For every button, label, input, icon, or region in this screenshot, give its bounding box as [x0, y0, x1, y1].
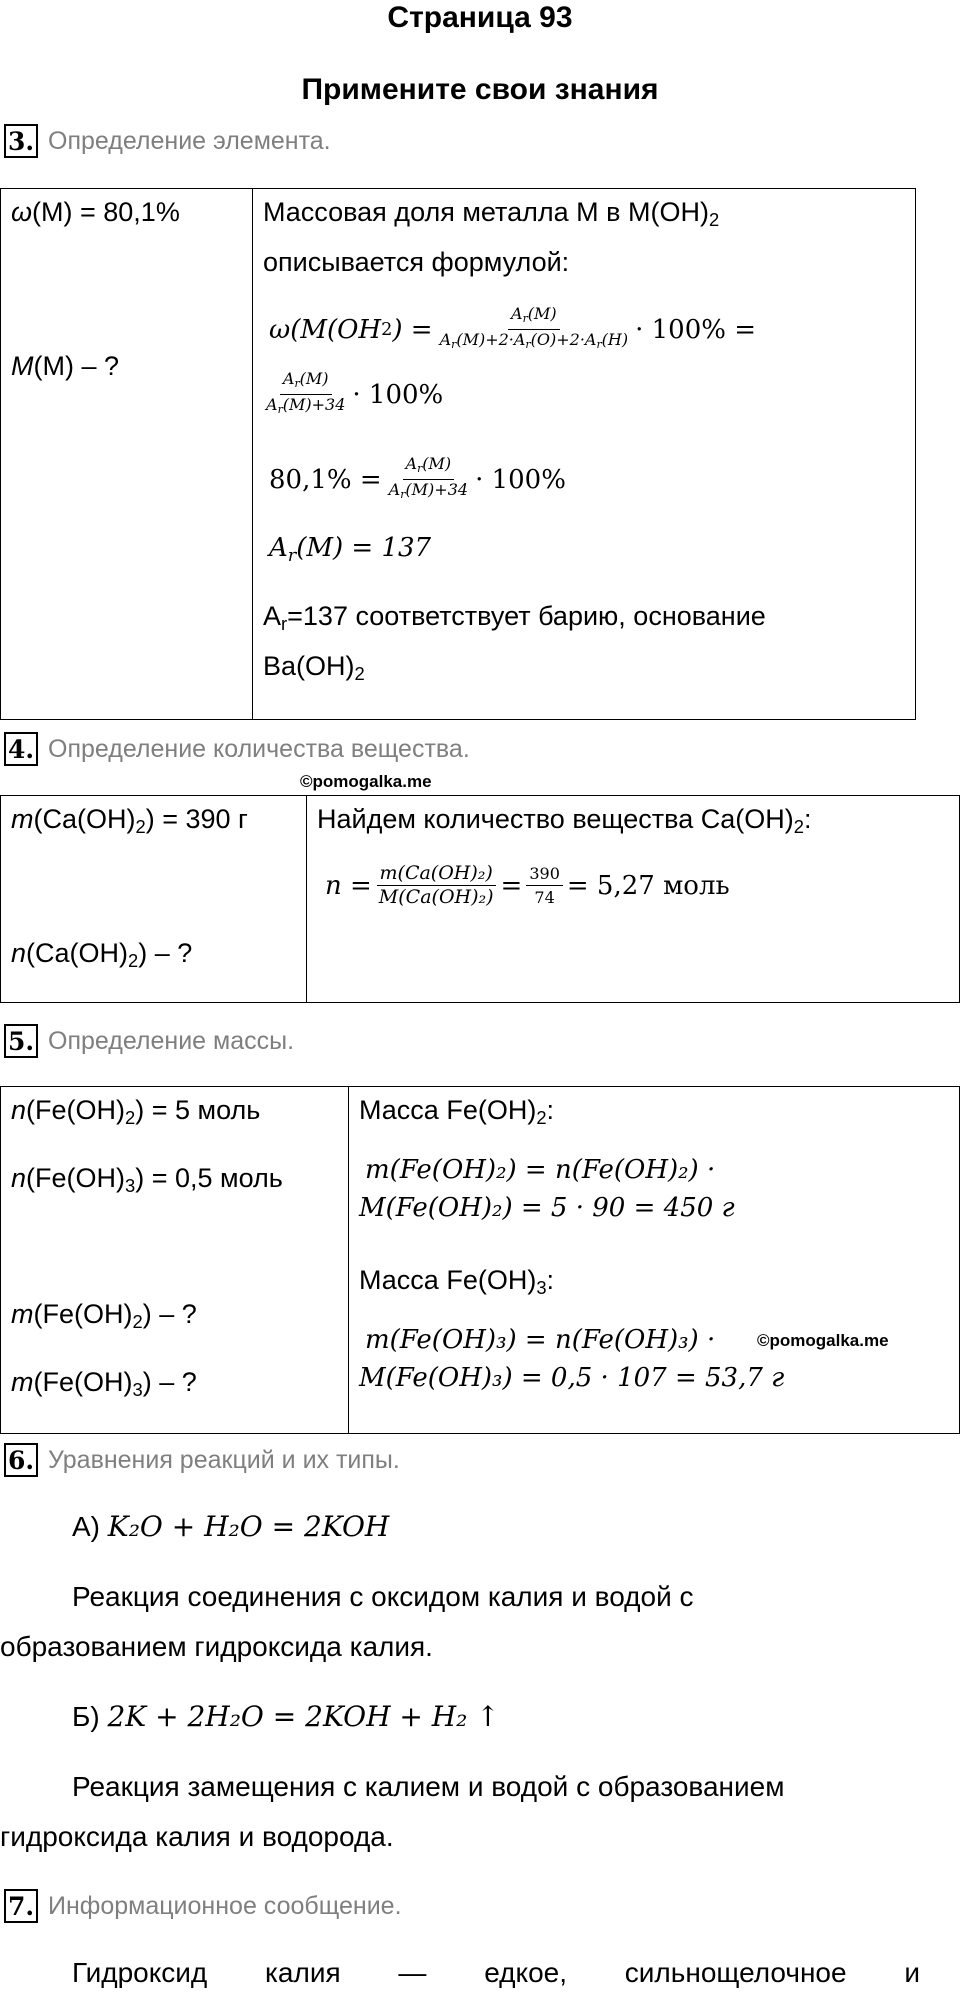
task-4-solution [307, 796, 959, 1002]
section-3-title: Определение элемента. [48, 126, 331, 155]
s3-conclusion-line1: $A_r=137$ соответствует барию, основание [263, 601, 766, 635]
s5-eq2-line1: m(Fe(OH)₃) = n(Fe(OH)₃) · [365, 1325, 716, 1355]
task-5-solution [349, 1087, 959, 1433]
task-4-table [0, 795, 960, 1003]
s5-eq1-line1: m(Fe(OH)₂) = n(Fe(OH)₂) · [365, 1155, 716, 1185]
s4-intro: Найдем количество вещества $Ca(OH)_2$: [317, 804, 812, 838]
s3-formula-4: $A_r(M) = 137$ [269, 533, 432, 566]
s4-formula: n = $\frac{\text{m(Ca(OH)₂)}}{\text{M(Ca(OH)₂)}}$ = $\frac{390}{74}$ = 5,27 моль [325, 862, 730, 908]
section-4-header [4, 730, 470, 768]
find-amount-caoh2: $n(Ca(OH)_2)$ – ? [11, 938, 193, 972]
s3-formula-1: ω(M(OH 2 ) = $\frac{A_r(M)}{A_r(M)+2\cdot A_r(O)+2\cdot A_r(H)}$ · 100% = [269, 304, 757, 352]
watermark-1: ©pomogalka.me [300, 772, 432, 791]
s5-mass1-heading: Масса $Fe(OH)_2$: [359, 1095, 555, 1129]
s5-eq2-line2: M(Fe(OH)₃) = 0,5 · 107 = 53,7 г [359, 1363, 785, 1393]
section-5-number: 5. [4, 1024, 38, 1058]
s6-a-desc-line2: образованием гидроксида калия. [0, 1631, 433, 1662]
s6-b-desc-line1: Реакция замещения с калием и водой с образованием [72, 1771, 785, 1802]
find-molar-mass: M(M) – ? [11, 351, 120, 381]
find-mass-feoh2: $m(Fe(OH)_2)$ – ? [11, 1299, 197, 1333]
given-omega: ω(M) = 80,1% [11, 197, 180, 227]
section-5-header [4, 1022, 294, 1060]
section-3-header [4, 122, 331, 160]
section-6-number: 6. [4, 1443, 38, 1477]
section-4-title: Определение количества вещества. [48, 734, 470, 763]
task-4-given [1, 796, 307, 1002]
section-7-title: Информационное сообщение. [48, 1891, 402, 1920]
s6-b-desc-line2: гидроксида калия и водорода. [0, 1821, 394, 1852]
given-mass-caoh2: $m(Ca(OH)_2) = 390$ г [11, 804, 248, 838]
task-3-solution [253, 189, 915, 719]
section-7-header [4, 1887, 402, 1925]
find-mass-feoh3: $m(Fe(OH)_3)$ – ? [11, 1367, 197, 1401]
page-subtitle: Примените свои знания [301, 73, 659, 106]
task-3-given [1, 189, 253, 719]
page-title: Страница 93 [387, 1, 573, 34]
s5-eq1-line2: M(Fe(OH)₂) = 5 · 90 = 450 г [359, 1193, 735, 1223]
watermark-2: ©pomogalka.me [757, 1331, 889, 1350]
s6-a-equation: А) K₂O + H₂O = 2KOH [72, 1510, 390, 1543]
section-6-header [4, 1441, 400, 1479]
task-5-table [0, 1086, 960, 1434]
section-6-title: Уравнения реакций и их типы. [48, 1445, 400, 1474]
s7-text: Гидроксид калия — едкое, сильнощелочное и [72, 1957, 920, 1988]
s6-b-equation: Б) 2K + 2H₂O = 2KOH + H₂ ↑ [72, 1700, 500, 1733]
section-4-number: 4. [4, 732, 38, 766]
s5-mass2-heading: Масса $Fe(OH)_3$: [359, 1265, 555, 1299]
s3-formula-3: 80,1% = $\frac{A_r(M)}{A_r(M)+34}$ · 100% [269, 454, 566, 502]
s3-formula-2: $\frac{A_r(M)}{A_r(M)+34}$ · 100% [266, 369, 444, 417]
task-5-given [1, 1087, 349, 1433]
s3-intro-line1: Массовая доля металла М в $М(ОН)_2$ [263, 197, 720, 231]
section-5-title: Определение массы. [48, 1026, 295, 1055]
task-3-table [0, 188, 916, 720]
s3-intro-line2: описывается формулой: [263, 247, 570, 277]
given-amount-feoh2: $n(Fe(OH)_2) = 5$ моль [11, 1095, 261, 1129]
s6-a-desc-line1: Реакция соединения с оксидом калия и водой с [72, 1581, 694, 1612]
given-amount-feoh3: $n(Fe(OH)_3) = 0,5$ моль [11, 1163, 283, 1197]
section-3-number: 3. [4, 124, 38, 158]
section-7-number: 7. [4, 1889, 38, 1923]
s3-conclusion-line2: $Ba(OH)_2$ [263, 651, 365, 685]
